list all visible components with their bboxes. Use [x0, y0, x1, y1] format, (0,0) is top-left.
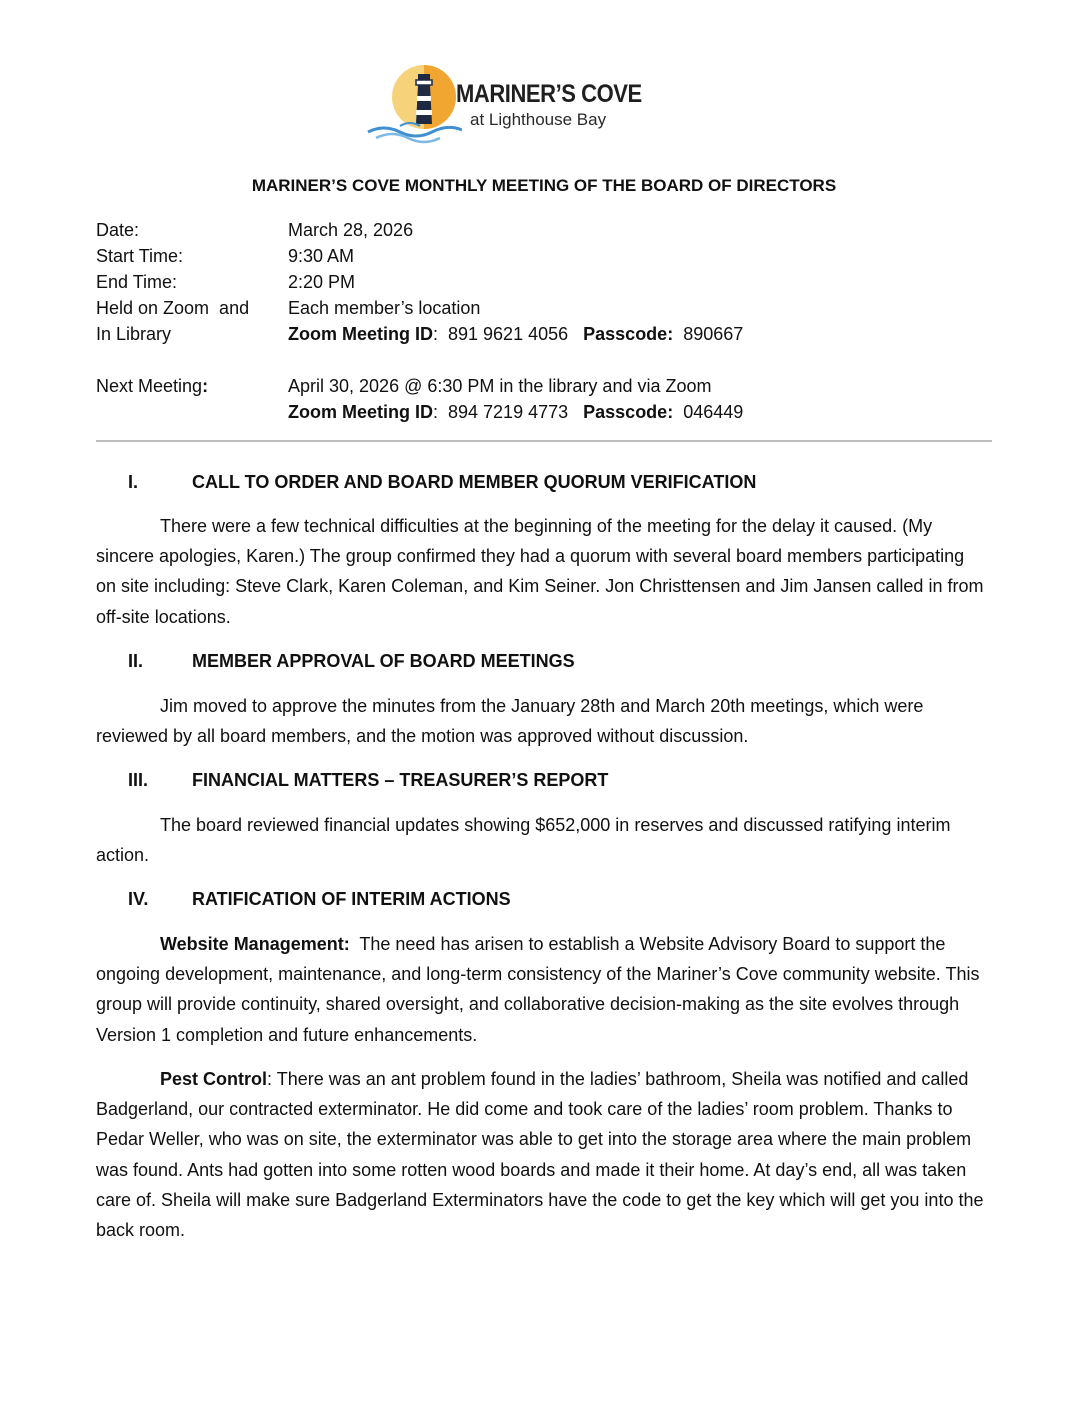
location-value: Each member’s location	[288, 298, 481, 318]
website-body: The need has arisen to establish a Website Advisory Board to support the ongoing development, maintenance, and long-term consistency of the Mariner’s Cove community website. This group will provide continuity, shared oversight, and collaborative decision-making as the site evolves through Version 1 completion and future enhancements.	[96, 934, 985, 1045]
start-value: 9:30 AM	[288, 246, 355, 266]
section-body-2: Jim moved to approve the minutes from the January 28th and March 20th meetings, which were reviewed by all board members, and the motion was approved without discussion.	[96, 696, 924, 747]
zoom-id-label: Zoom Meeting ID	[288, 324, 433, 344]
website-label: Website Management:	[160, 934, 350, 954]
website-management-paragraph	[96, 929, 988, 1050]
passcode-label: Passcode:	[583, 324, 674, 344]
next-zoom-details	[288, 399, 743, 425]
next-meeting-label: Next Meeting:	[96, 376, 209, 396]
section-body-1: There were a few technical difficulties at the beginning of the meeting for the delay it caused. (My sincere apologies, Karen.) The group confirmed they had a quorum with several board members participating on site including: Steve Clark, Karen Coleman, and Kim Seiner. Jon Christtensen and Jim Jansen called in from off-site locations.	[96, 516, 984, 627]
mariners-cove-logo	[366, 62, 646, 144]
document-title: MARINER’S COVE MONTHLY MEETING OF THE BOARD OF DIRECTORS	[251, 176, 837, 195]
passcode: 890667	[683, 324, 744, 344]
next-passcode-label: Passcode:	[583, 402, 674, 422]
divider	[96, 440, 992, 442]
next-zoom-id-label: Zoom Meeting ID	[288, 402, 433, 422]
section-title: RATIFICATION OF INTERIM ACTIONS	[192, 889, 511, 909]
logo-name: MARINER’S COVE	[456, 80, 642, 108]
next-meeting-when: April 30, 2026 @ 6:30 PM in the library and via Zoom	[288, 376, 712, 396]
pest-body: : There was an ant problem found in the ladies’ bathroom, Sheila was notified and called Badgerland, our contracted exterminator. He did come and took care of the ladies’ room problem. Thanks to Pedar Weller, who was on site, the exterminator was able to get into the storage area where the main problem was found. Ants had gotten into some rotten wood boards and made it their home. At day’s end, all was taken care of. Sheila will make sure Badgerland Exterminators have the code to get the key which will get you into the back room.	[96, 1069, 984, 1241]
zoom-id: : 891 9621 4056	[433, 324, 569, 344]
pest-label: Pest Control	[160, 1069, 268, 1089]
next-passcode: 046449	[683, 402, 744, 422]
pest-control-paragraph	[96, 1064, 988, 1245]
date-value: March 28, 2026	[288, 220, 414, 240]
start-label: Start Time:	[96, 246, 184, 266]
section-title: FINANCIAL MATTERS – TREASURER’S REPORT	[192, 770, 609, 790]
held-label: Held on Zoom and	[96, 298, 250, 318]
end-value: 2:20 PM	[288, 272, 356, 292]
section-body-3: The board reviewed financial updates showing $652,000 in reserves and discussed ratifying interim action.	[96, 815, 951, 866]
zoom-details	[288, 321, 743, 347]
next-zoom-id: : 894 7219 4773	[433, 402, 569, 422]
section-number: III.	[128, 770, 149, 790]
section-number: I.	[128, 472, 139, 492]
lighthouse-icon	[366, 62, 462, 144]
section-number: II.	[128, 651, 144, 671]
date-label: Date:	[96, 220, 140, 240]
held-label-2: In Library	[96, 324, 172, 344]
section-title: CALL TO ORDER AND BOARD MEMBER QUORUM VERIFICATION	[192, 472, 757, 492]
end-label: End Time:	[96, 272, 178, 292]
section-title: MEMBER APPROVAL OF BOARD MEETINGS	[192, 651, 575, 671]
logo-tagline: at Lighthouse Bay	[470, 110, 607, 129]
section-number: IV.	[128, 889, 149, 909]
